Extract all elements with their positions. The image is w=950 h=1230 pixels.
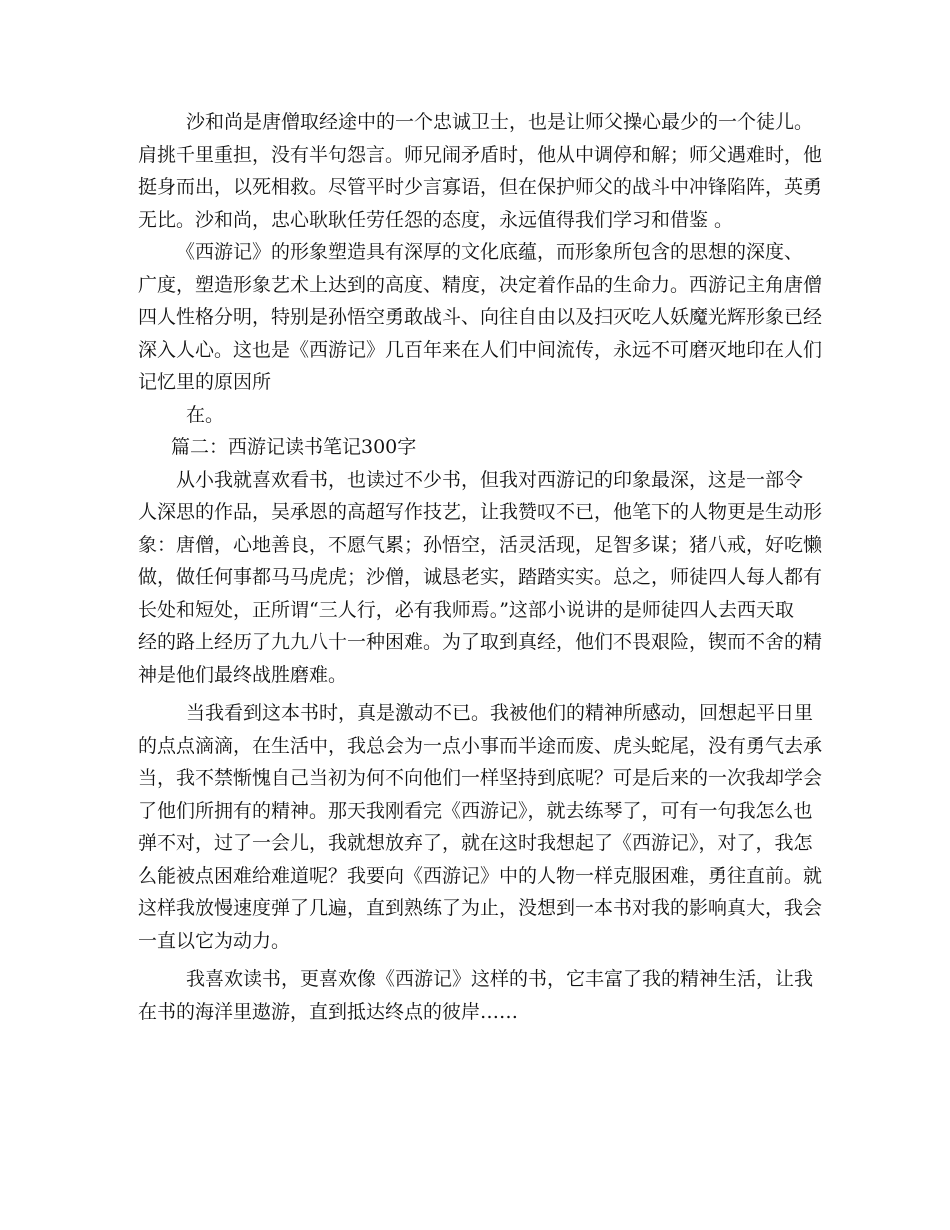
section-heading: 篇二：西游记读书笔记300字 (171, 436, 417, 458)
paragraph-line: 挺身而出，以死相救。尽管平时少言寡语，但在保护师父的战斗中冲锋陷阵，英勇 (138, 176, 823, 198)
paragraph-line: 神是他们最终战胜磨难。 (138, 663, 348, 686)
paragraph-line: 长处和短处，正所谓“三人行，必有我师焉。”这部小说讲的是师徒四人去西天取 (138, 598, 794, 621)
document-page (138, 106, 828, 1028)
paragraph-line: 人深思的作品，吴承恩的高超写作技艺，让我赞叹不已，他笔下的人物更是生动形 (138, 501, 823, 523)
paragraph-line: 象：唐僧，心地善良，不愿气累；孙悟空，活灵活现，足智多谋；猪八戒，好吃懒 (138, 533, 823, 556)
paragraph-line: 这样我放慢速度弹了几遍，直到熟练了为止，没想到一本书对我的影响真大，我会 (138, 897, 823, 919)
paragraph-line: 无比。沙和尚，忠心耿耿任劳任怨的态度，永远值得我们学习和借鉴 。 (138, 208, 734, 231)
paragraph-line: 么能被点困难给难道呢？我要向《西游记》中的人物一样克服困难，勇往直前。就 (138, 864, 823, 887)
paragraph-line: 四人性格分明，特别是孙悟空勇敢战斗、向往自由以及扫灭吃人妖魔光辉形象已经 (138, 306, 823, 328)
paragraph-line: 深入人心。这也是《西游记》几百年来在人们中间流传，永远不可磨灭地印在人们 (138, 338, 823, 361)
paragraph-line: 弹不对，过了一会儿，我就想放弃了，就在这时我想起了《西游记》，对了，我怎 (138, 832, 813, 854)
paragraph-line: 在。 (186, 403, 225, 426)
paragraph-line: 肩挑千里重担，没有半句怨言。师兄闹矛盾时，他从中调停和解；师父遇难时，他 (138, 143, 823, 166)
paragraph-line: 记忆里的原因所 (138, 371, 272, 393)
paragraph-line: 经的路上经历了九九八十一种困难。为了取到真经，他们不畏艰险，锲而不舍的精 (138, 631, 823, 653)
paragraph-line: 广度，塑造形象艺术上达到的高度、精度，决定着作品的生命力。西游记主角唐僧 (138, 273, 823, 296)
paragraph-line: 做，做任何事都马马虎虎；沙僧，诚恳老实，踏踏实实。总之，师徒四人每人都有 (138, 566, 823, 588)
paragraph-line: 《西游记》的形象塑造具有深厚的文化底蕴，而形象所包含的思想的深度、 (176, 241, 804, 263)
paragraph-line: 在书的海洋里遨游，直到抵达终点的彼岸…… (138, 1000, 519, 1023)
paragraph-line: 我喜欢读书，更喜欢像《西游记》这样的书，它丰富了我的精神生活，让我 (186, 968, 814, 990)
paragraph-line: 当我看到这本书时，真是激动不已。我被他们的精神所感动，回想起平日里 (186, 702, 814, 724)
paragraph-line: 的点点滴滴，在生活中，我总会为一点小事而半途而废、虎头蛇尾，没有勇气去承 (138, 734, 823, 757)
paragraph-line: 了他们所拥有的精神。那天我刚看完《西游记》，就去练琴了，可有一句我怎么也 (138, 799, 813, 822)
paragraph-line: 从小我就喜欢看书，也读过不少书，但我对西游记的印象最深，这是一部令 (176, 468, 804, 491)
paragraph-line: 沙和尚是唐僧取经途中的一个忠诚卫士，也是让师父操心最少的一个徒儿。 (186, 111, 814, 133)
paragraph-line: 一直以它为动力。 (138, 929, 291, 952)
paragraph-line: 当，我不禁惭愧自己当初为何不向他们一样坚持到底呢？可是后来的一次我却学会 (138, 767, 823, 789)
